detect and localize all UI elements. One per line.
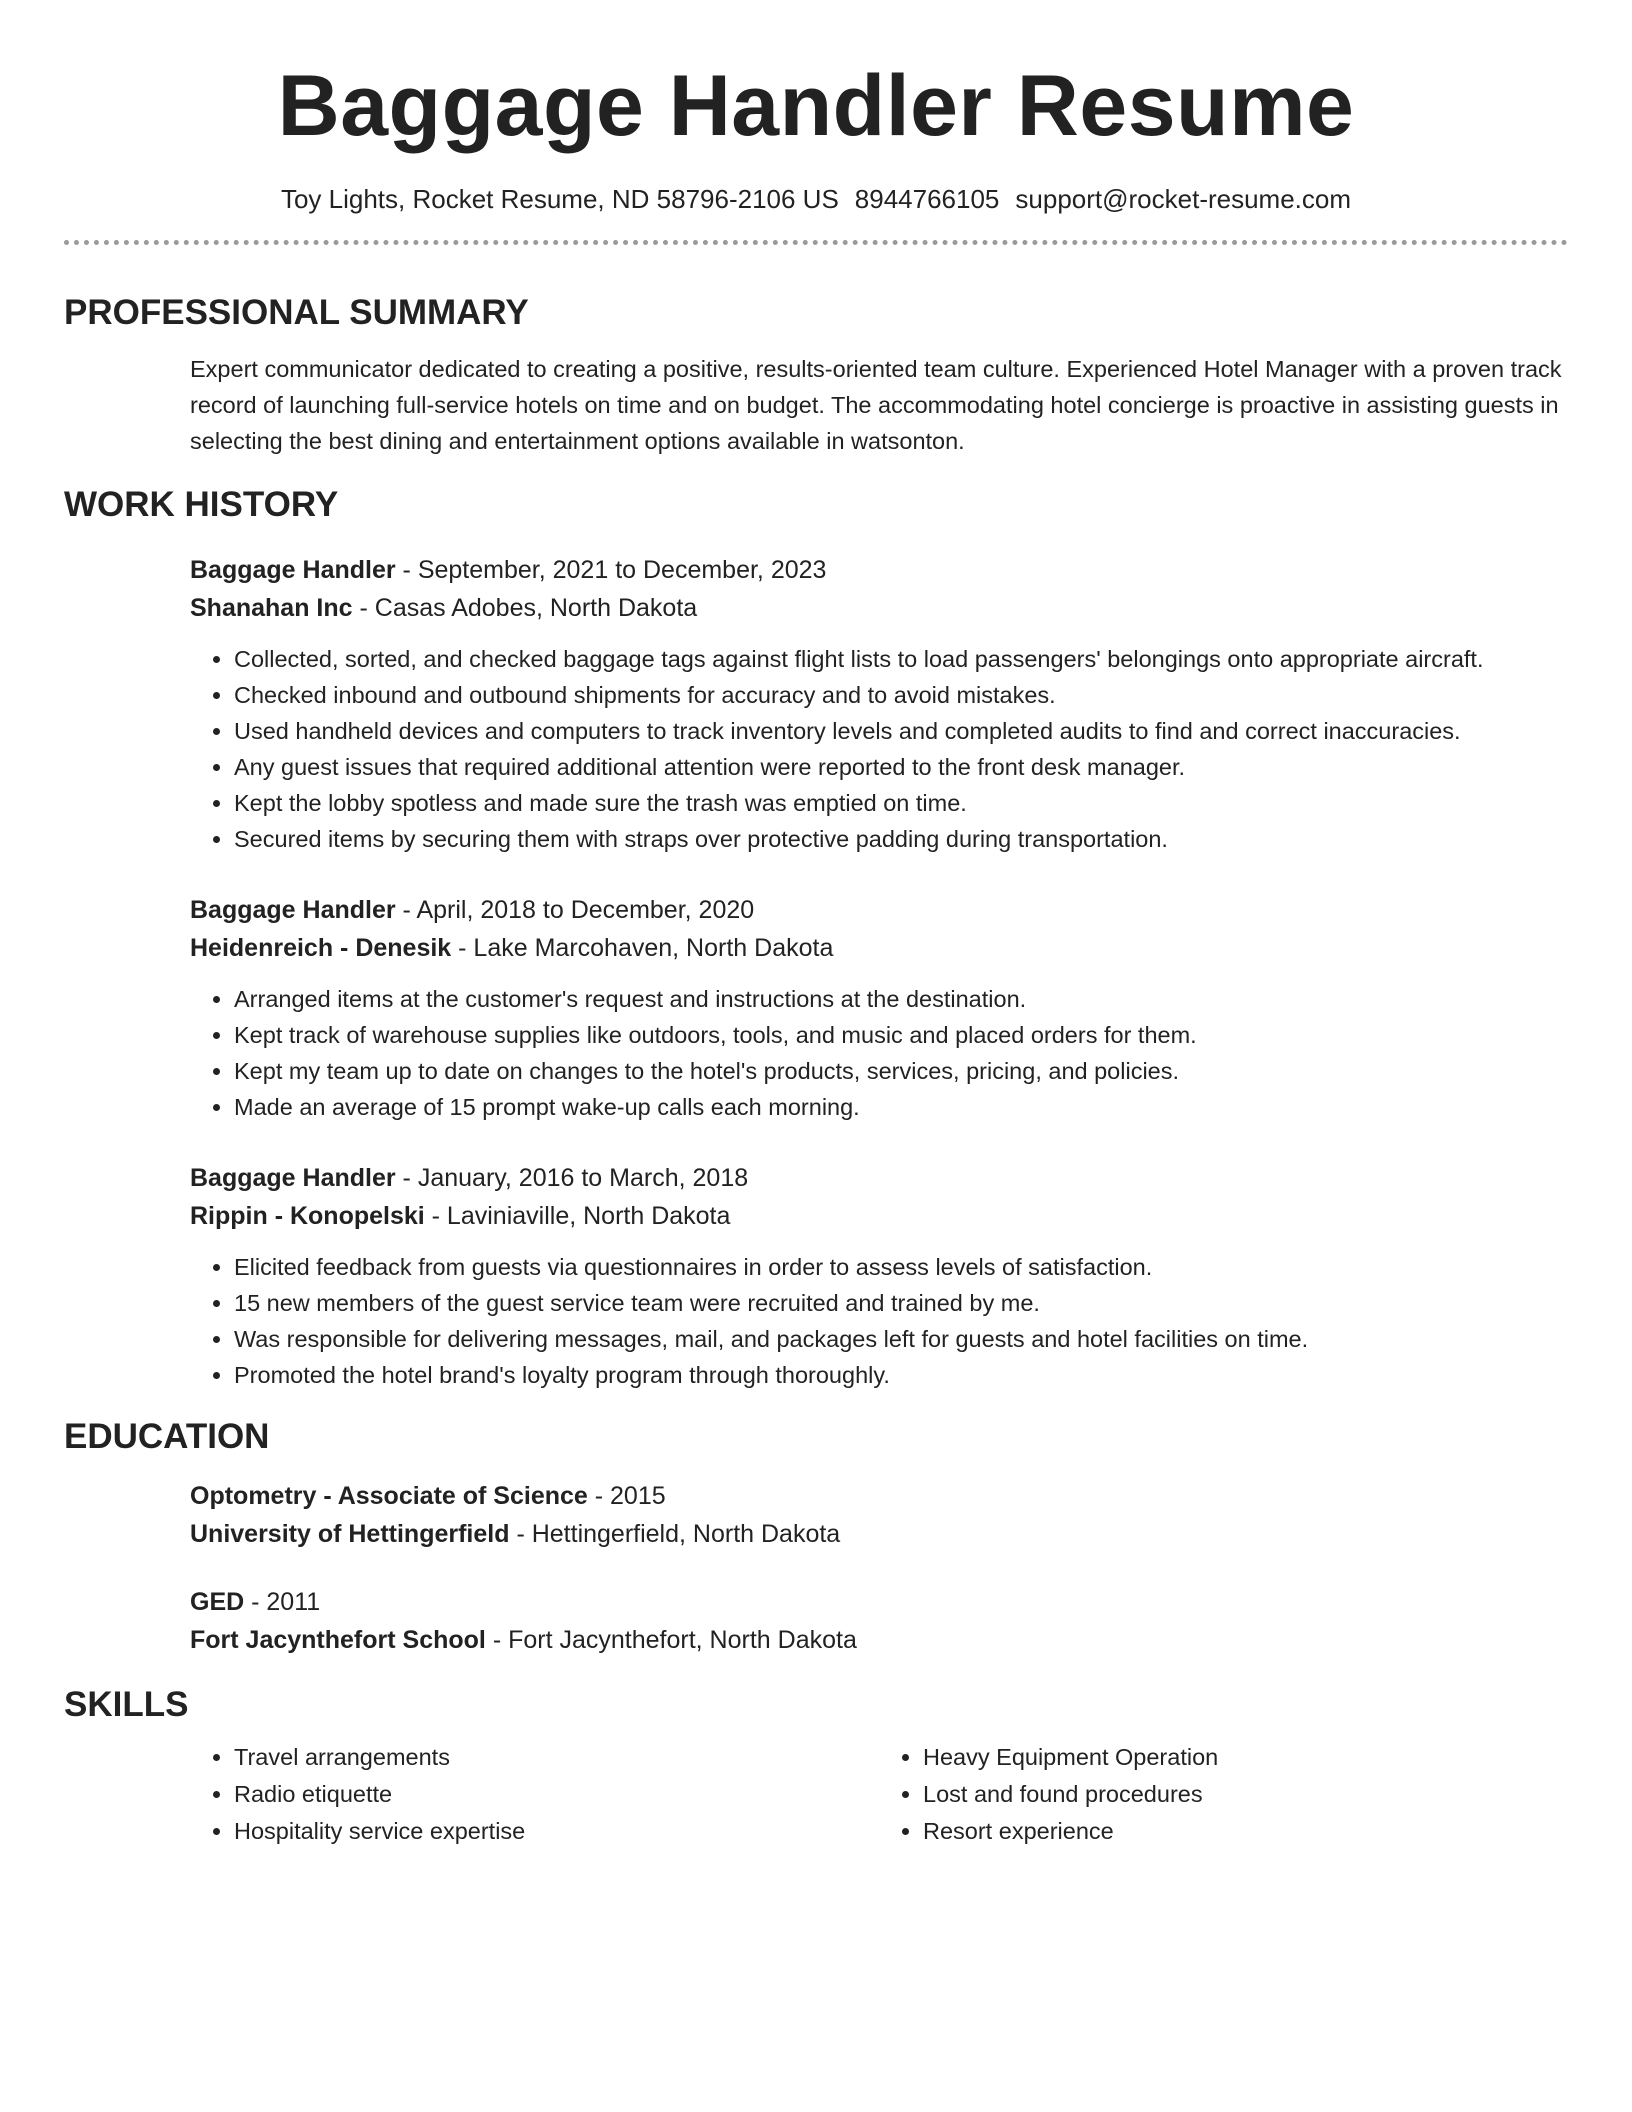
contact-phone: 8944766105 (854, 184, 1000, 214)
education-location: - Hettingerfield, North Dakota (509, 1520, 841, 1548)
job-title-line (190, 1159, 1568, 1197)
job-bullet: • Checked inbound and outbound shipments for accuracy and to avoid mistakes. (234, 677, 1568, 713)
contact-address: Toy Lights, Rocket Resume, ND 58796-2106 US (280, 184, 839, 214)
education-location: - Fort Jacynthefort, North Dakota (485, 1626, 857, 1654)
contact-line (64, 182, 1568, 216)
job-bullet: • Promoted the hotel brand's loyalty program through thoroughly. (234, 1357, 1568, 1393)
resume-page (64, 0, 1568, 1850)
job-title-line (190, 551, 1568, 589)
resume-title: Baggage Handler Resume (277, 58, 1355, 154)
skill-item: • Radio etiquette (234, 1776, 879, 1813)
job-bullets (190, 981, 1568, 1125)
job-bullet: • 15 new members of the guest service team were recruited and trained by me. (234, 1285, 1568, 1321)
job-dates: - April, 2018 to December, 2020 (395, 896, 755, 924)
job-bullets (190, 641, 1568, 857)
job-bullet: • Arranged items at the customer's request and instructions at the destination. (234, 981, 1568, 1017)
work-history-list (190, 551, 1568, 1393)
job-entry (190, 891, 1568, 1125)
job-bullet: • Kept my team up to date on changes to the hotel's products, services, pricing, and policies. (234, 1053, 1568, 1089)
job-bullet: • Kept the lobby spotless and made sure the trash was emptied on time. (234, 785, 1568, 821)
skill-item: • Hospitality service expertise (234, 1813, 879, 1850)
work-history-heading: WORK HISTORY (64, 485, 339, 524)
skill-item: • Resort experience (923, 1813, 1568, 1850)
skills-heading: SKILLS (64, 1685, 189, 1724)
education-entry (190, 1477, 1568, 1553)
job-company-line (190, 1197, 1568, 1235)
job-company: Heidenreich - Denesik (190, 934, 452, 962)
job-company: Shanahan Inc (190, 594, 353, 622)
job-company-line (190, 929, 1568, 967)
education-degree: GED (190, 1588, 245, 1616)
education-degree: Optometry - Associate of Science (190, 1482, 588, 1510)
job-company: Rippin - Konopelski (190, 1202, 425, 1230)
job-bullet: • Used handheld devices and computers to track inventory levels and completed audits to find and correct inaccuracies. (234, 713, 1568, 749)
job-bullet: • Elicited feedback from guests via questionnaires in order to assess levels of satisfaction. (234, 1249, 1568, 1285)
skill-item: • Heavy Equipment Operation (923, 1739, 1568, 1776)
job-dates: - September, 2021 to December, 2023 (395, 556, 827, 584)
contact-email: support@rocket-resume.com (1015, 184, 1352, 214)
job-bullet: • Collected, sorted, and checked baggage tags against flight lists to load passengers' belongings onto appropriate aircraft. (234, 641, 1568, 677)
job-bullets (190, 1249, 1568, 1393)
education-school-line (190, 1621, 1568, 1659)
job-location: - Casas Adobes, North Dakota (352, 594, 698, 622)
education-list (190, 1477, 1568, 1659)
summary-text: Expert communicator dedicated to creating a positive, results-oriented team culture. Experienced Hotel Manager with a proven track record of launching full-service hotels on time and on budget. The accommodating hotel concierge is proactive in assisting guests in selecting the best dining and entertainment options available in watsonton. (190, 356, 1562, 454)
education-heading: EDUCATION (64, 1417, 270, 1456)
job-bullet: • Kept track of warehouse supplies like outdoors, tools, and music and placed orders for them. (234, 1017, 1568, 1053)
job-entry (190, 551, 1568, 857)
job-title: Baggage Handler (190, 556, 396, 584)
job-title: Baggage Handler (190, 1164, 396, 1192)
job-entry (190, 1159, 1568, 1393)
job-company-line (190, 589, 1568, 627)
education-year: - 2015 (587, 1482, 666, 1510)
skill-item: • Lost and found procedures (923, 1776, 1568, 1813)
summary-heading: PROFESSIONAL SUMMARY (64, 293, 529, 332)
skills-grid (190, 1739, 1568, 1850)
education-school: Fort Jacynthefort School (190, 1626, 486, 1654)
education-degree-line (190, 1477, 1568, 1515)
job-location: - Laviniaville, North Dakota (424, 1202, 731, 1230)
education-school: University of Hettingerfield (190, 1520, 510, 1548)
skill-item: • Travel arrangements (234, 1739, 879, 1776)
job-bullet: • Made an average of 15 prompt wake-up calls each morning. (234, 1089, 1568, 1125)
education-school-line (190, 1515, 1568, 1553)
education-entry (190, 1583, 1568, 1659)
skills-column-right (879, 1739, 1568, 1850)
header-divider (64, 240, 1568, 245)
education-degree-line (190, 1583, 1568, 1621)
job-bullet: • Any guest issues that required additional attention were reported to the front desk manager. (234, 749, 1568, 785)
skills-column-left (190, 1739, 879, 1850)
job-title-line (190, 891, 1568, 929)
job-bullet: • Secured items by securing them with straps over protective padding during transportation. (234, 821, 1568, 857)
job-title: Baggage Handler (190, 896, 396, 924)
education-year: - 2011 (244, 1588, 321, 1616)
job-dates: - January, 2016 to March, 2018 (395, 1164, 749, 1192)
job-location: - Lake Marcohaven, North Dakota (451, 934, 834, 962)
job-bullet: • Was responsible for delivering messages, mail, and packages left for guests and hotel facilities on time. (234, 1321, 1568, 1357)
